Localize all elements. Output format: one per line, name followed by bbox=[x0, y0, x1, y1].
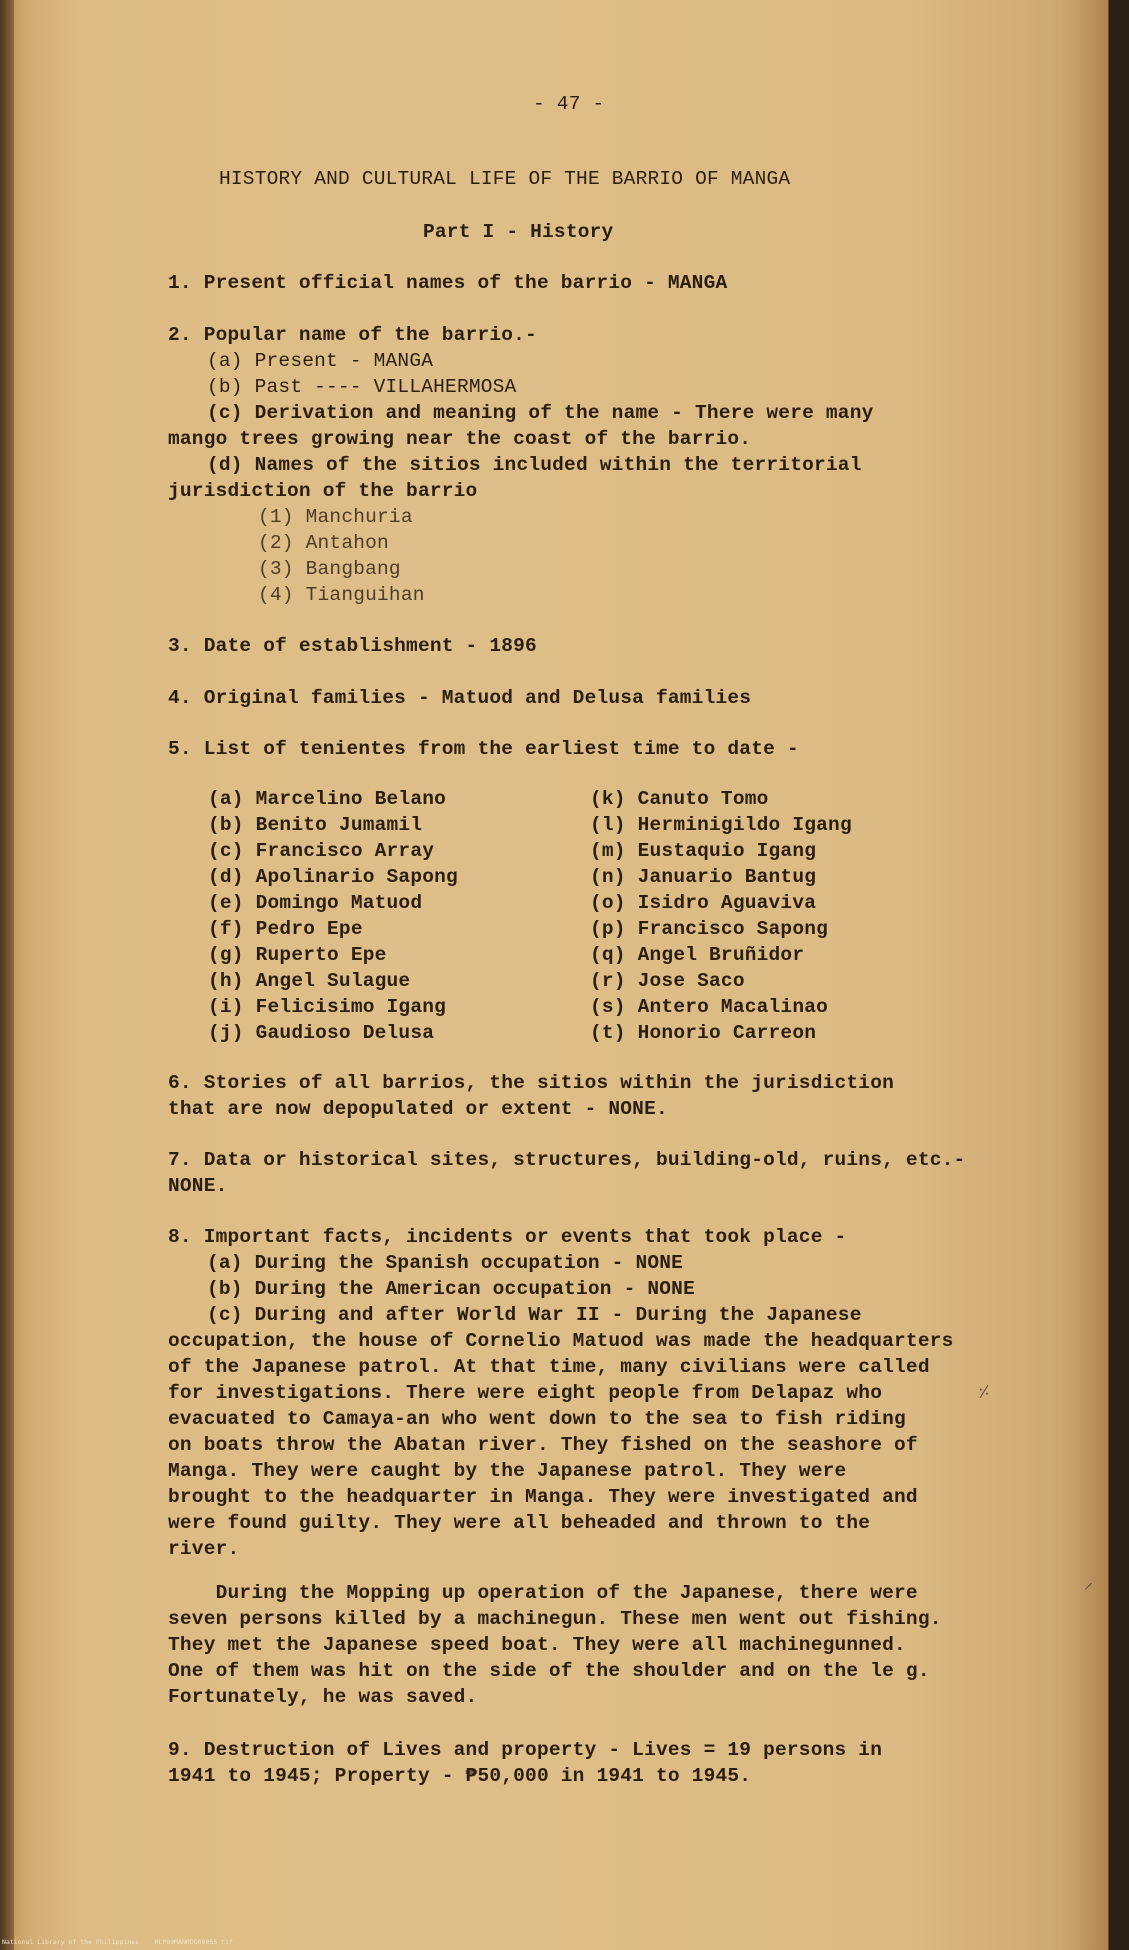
teniente-item: (r) Jose Saco bbox=[590, 970, 745, 992]
mopping-paragraph-line: During the Mopping up operation of the Japanese, there were bbox=[168, 1582, 918, 1604]
teniente-item: (p) Francisco Sapong bbox=[590, 918, 829, 940]
item-8-spanish: (a) During the Spanish occupation - NONE bbox=[207, 1252, 684, 1274]
teniente-item: (g) Ruperto Epe bbox=[208, 944, 387, 966]
item-2-heading: 2. Popular name of the barrio.- bbox=[168, 324, 537, 346]
wwii-paragraph-line: brought to the headquarter in Manga. They were investigated and bbox=[168, 1486, 918, 1508]
item-2-sitios-cont: jurisdiction of the barrio bbox=[168, 480, 478, 502]
item-8-american: (b) During the American occupation - NONE bbox=[207, 1278, 695, 1300]
teniente-item: (h) Angel Sulague bbox=[208, 970, 411, 992]
item-2-past: (b) Past ---- VILLAHERMOSA bbox=[207, 376, 517, 398]
item-5-heading: 5. List of tenientes from the earliest time to date - bbox=[168, 738, 799, 760]
wwii-paragraph-line: of the Japanese patrol. At that time, many civilians were called bbox=[168, 1356, 930, 1378]
margin-pencil-mark: ⸝ bbox=[1084, 1572, 1093, 1593]
binding-spine bbox=[0, 0, 14, 1950]
document-title: HISTORY AND CULTURAL LIFE OF THE BARRIO OF MANGA bbox=[219, 168, 791, 190]
part-title: Part I - History bbox=[423, 221, 614, 243]
mopping-paragraph-line: Fortunately, he was saved. bbox=[168, 1686, 478, 1708]
mopping-paragraph-line: One of them was hit on the side of the shoulder and on the le g. bbox=[168, 1660, 930, 1682]
scan-footer: National Library of the Philippines HLP00MAN0DG00055 tif bbox=[2, 1938, 233, 1946]
teniente-item: (d) Apolinario Sapong bbox=[208, 866, 458, 888]
mopping-paragraph-line: They met the Japanese speed boat. They were all machinegunned. bbox=[168, 1634, 906, 1656]
item-6-cont: that are now depopulated or extent - NONE. bbox=[168, 1098, 668, 1120]
teniente-item: (l) Herminigildo Igang bbox=[590, 814, 852, 836]
item-2-present: (a) Present - MANGA bbox=[207, 350, 434, 372]
wwii-paragraph-line: (c) During and after World War II - During the Japanese bbox=[207, 1304, 862, 1326]
mopping-paragraph-line: seven persons killed by a machinegun. These men went out fishing. bbox=[168, 1608, 942, 1630]
item-4: 4. Original families - Matuod and Delusa families bbox=[168, 687, 752, 709]
teniente-item: (c) Francisco Array bbox=[208, 840, 435, 862]
margin-check-mark: ⸓ bbox=[978, 1382, 990, 1403]
wwii-paragraph-line: were found guilty. They were all beheaded and thrown to the bbox=[168, 1512, 871, 1534]
teniente-item: (f) Pedro Epe bbox=[208, 918, 363, 940]
item-7-cont: NONE. bbox=[168, 1175, 228, 1197]
wwii-paragraph-line: on boats throw the Abatan river. They fished on the seashore of bbox=[168, 1434, 918, 1456]
teniente-item: (a) Marcelino Belano bbox=[208, 788, 447, 810]
item-2-derivation: (c) Derivation and meaning of the name - There were many bbox=[207, 402, 874, 424]
wwii-paragraph-line: occupation, the house of Cornelio Matuod was made the headquarters bbox=[168, 1330, 954, 1352]
teniente-item: (n) Januario Bantug bbox=[590, 866, 817, 888]
item-2-derivation-cont: mango trees growing near the coast of the barrio. bbox=[168, 428, 752, 450]
teniente-item: (s) Antero Macalinao bbox=[590, 996, 829, 1018]
item-2-sitios: (d) Names of the sitios included within the territorial bbox=[207, 454, 862, 476]
teniente-item: (j) Gaudioso Delusa bbox=[208, 1022, 435, 1044]
sitio-item: (3) Bangbang bbox=[258, 558, 401, 580]
item-3: 3. Date of establishment - 1896 bbox=[168, 635, 537, 657]
teniente-item: (t) Honorio Carreon bbox=[590, 1022, 817, 1044]
teniente-item: (e) Domingo Matuod bbox=[208, 892, 423, 914]
teniente-item: (q) Angel Bruñidor bbox=[590, 944, 805, 966]
wwii-paragraph-line: Manga. They were caught by the Japanese patrol. They were bbox=[168, 1460, 847, 1482]
teniente-item: (b) Benito Jumamil bbox=[208, 814, 423, 836]
item-6: 6. Stories of all barrios, the sitios within the jurisdiction bbox=[168, 1072, 895, 1094]
teniente-item: (m) Eustaquio Igang bbox=[590, 840, 817, 862]
teniente-item: (k) Canuto Tomo bbox=[590, 788, 769, 810]
wwii-paragraph-line: river. bbox=[168, 1538, 240, 1560]
sitio-item: (1) Manchuria bbox=[258, 506, 413, 528]
item-9: 9. Destruction of Lives and property - Lives = 19 persons in bbox=[168, 1739, 883, 1761]
wwii-paragraph-line: evacuated to Camaya-an who went down to the sea to fish riding bbox=[168, 1408, 906, 1430]
item-8-heading: 8. Important facts, incidents or events that took place - bbox=[168, 1226, 847, 1248]
teniente-item: (i) Felicisimo Igang bbox=[208, 996, 447, 1018]
teniente-item: (o) Isidro Aguaviva bbox=[590, 892, 817, 914]
item-7: 7. Data or historical sites, structures, building-old, ruins, etc.- bbox=[168, 1149, 966, 1171]
item-1: 1. Present official names of the barrio - MANGA bbox=[168, 272, 728, 294]
item-9-cont: 1941 to 1945; Property - ₱50,000 in 1941 to 1945. bbox=[168, 1765, 752, 1787]
sitio-item: (2) Antahon bbox=[258, 532, 389, 554]
sitio-item: (4) Tianguihan bbox=[258, 584, 425, 606]
page-number: - 47 - bbox=[533, 93, 605, 115]
wwii-paragraph-line: for investigations. There were eight people from Delapaz who bbox=[168, 1382, 883, 1404]
